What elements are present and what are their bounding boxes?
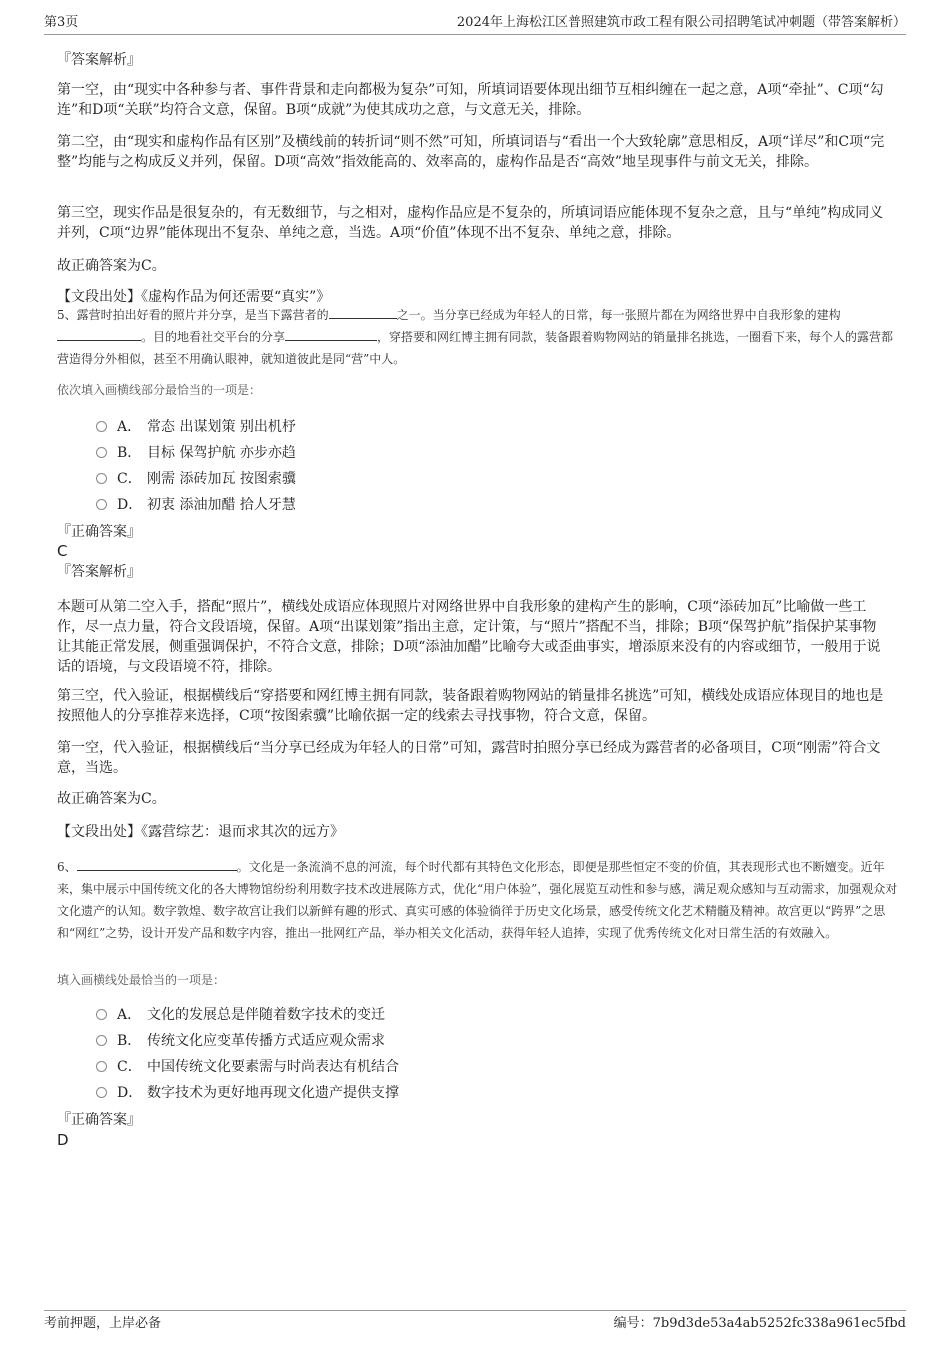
q6-answer: D [57,1131,69,1149]
q5-blank-3 [285,328,377,341]
q6-prompt: 填入画横线处最恰当的一项是： [57,973,226,987]
q4-analysis-paragraph-1: 第一空，由“现实中各种参与者、事件背景和走向都极为复杂”可知，所填词语要体现出细节互相纠缠在一起之意，A项“牵扯”、C项“勾连”和D项“关联”均符合文意，保留。B项“成就”为使其成功之意，与文意无关，排除。 [57,82,884,118]
page-header [44,14,906,35]
q4-analysis-conclusion: 故正确答案为C。 [57,258,166,274]
q5-blank-2 [57,328,141,341]
radio-icon[interactable] [96,1087,107,1098]
q5-option-d[interactable]: D． 初衷 添油加醋 拾人牙慧 [96,492,696,518]
q4-analysis-paragraph-2: 第二空，由“现实和虚构作品有区别”及横线前的转折词“则不然”可知，所填词语与“看出一个大致轮廓”意思相反，A项“详尽”和C项“完整”均能与之构成反义并列，保留。D项“高效”指效能高的、效率高的，虚构作品是否“高效”地呈现事件与前文无关，排除。 [57,134,885,170]
radio-icon[interactable] [96,447,107,458]
q6-number: 6、 [57,860,77,874]
q5-answer-title: 『正确答案』 [57,524,141,540]
q4-analysis-paragraph-3: 第三空，现实作品是很复杂的，有无数细节，与之相对，虚构作品应是不复杂的，所填词语应能体现不复杂之意，且与“单纯”构成同义并列，C项“边界”能体现出不复杂、单纯之意，当选。A项“价值”体现不出不复杂、单纯之意，排除。 [57,205,884,241]
q6-option-b[interactable]: B． 传统文化应变革传播方式适应观众需求 [96,1028,696,1054]
q5-number: 5、 [57,308,77,322]
q5-question-text: 5、露营时拍出好看的照片并分享，是当下露营者的 之一。当分享已经成为年轻人的日常，每一张照片都在为网络世界中自我形象的建构。目的地看社交平台的分享 ，穿搭要和网红博主拥有同款，装备跟着购物网站的销量排名挑选，一圈看下来，每个人的露营都营造得分外相似，甚至不用确认眼神，就知道彼此是同“营”中人。 [57,308,894,366]
q6-answer-title: 『正确答案』 [57,1112,141,1128]
radio-icon[interactable] [96,473,107,484]
footer-slogan: 考前押题，上岸必备 [44,1316,162,1331]
radio-icon[interactable] [96,1009,107,1020]
radio-icon[interactable] [96,421,107,432]
radio-icon[interactable] [96,1061,107,1072]
q5-blank-1 [329,306,397,319]
q4-analysis-title: 『答案解析』 [57,52,141,68]
q6-options [96,1002,696,1106]
q6-blank [77,858,237,871]
q5-analysis-conclusion: 故正确答案为C。 [57,791,166,807]
q5-option-c[interactable]: C． 刚需 添砖加瓦 按图索骥 [96,466,696,492]
q5-prompt: 依次填入画横线部分最恰当的一项是： [57,383,262,397]
q5-analysis-paragraph-1: 本题可从第二空入手，搭配“照片”，横线处成语应体现照片对网络世界中自我形象的建构产生的影响，C项“添砖加瓦”比喻做一些工作，尽一点力量，符合文段语境，保留。A项“出谋划策”指出主意，定计策，与“照片”搭配不当，排除；B项“保驾护航”指保护某事物让其能正常发展，侧重强调保护，不符合文意，排除；D项“添油加醋”比喻夸大或歪曲事实，增添原来没有的内容或细节，一般用于说话的语境，与文段语境不符，排除。 [57,599,881,675]
q5-analysis-title: 『答案解析』 [57,564,141,580]
q6-option-d[interactable]: D． 数字技术为更好地再现文化遗产提供支撑 [96,1080,696,1106]
page-number: 第3页 [44,15,79,30]
q5-analysis-paragraph-2: 第三空，代入验证，根据横线后“穿搭要和网红博主拥有同款，装备跟着购物网站的销量排名挑选”可知，横线处成语应体现目的地也是按照他人的分享推荐来选择，C项“按图索骥”比喻依据一定的线索去寻找事物，符合文意，保留。 [57,688,884,724]
q5-answer: C [57,542,68,560]
q4-source: 【文段出处】《虚构作品为何还需要“真实”》 [57,289,331,305]
q5-option-b[interactable]: B． 目标 保驾护航 亦步亦趋 [96,440,696,466]
q5-source: 【文段出处】《露营综艺：退而求其次的远方》 [57,824,344,840]
q6-option-a[interactable]: A． 文化的发展总是伴随着数字技术的变迁 [96,1002,696,1028]
q5-option-a[interactable]: A． 常态 出谋划策 别出机杼 [96,414,696,440]
document-title: 2024年上海松江区普照建筑市政工程有限公司招聘笔试冲刺题（带答案解析） [456,15,906,30]
page-footer [44,1310,906,1335]
document-id: 编号：7b9d3de53a4ab5252fc338a961ec5fbd [613,1316,906,1331]
q6-question-text: 6、 。文化是一条流淌不息的河流，每个时代都有其特色文化形态，即便是那些恒定不变的价值，其表现形式也不断嬗变。近年来，集中展示中国传统文化的各大博物馆纷纷利用数字技术改进展陈方式，优化“用户体验”，强化展览互动性和参与感，满足观众感知与互动需求，加强观众对文化遗产的认知。数字敦煌、数字故宫让我们以新鲜有趣的形式、真实可感的体验徜徉于历史文化场景，感受传统文化艺术精髓及精神。故宫更以“跨界”之思和“网红”之势，设计开发产品和数字内容，推出一批网红产品，举办相关文化活动，获得年轻人追捧，实现了优秀传统文化对日常生活的有效融入。 [57,860,898,940]
q6-option-c[interactable]: C． 中国传统文化要素需与时尚表达有机结合 [96,1054,696,1080]
radio-icon[interactable] [96,1035,107,1046]
radio-icon[interactable] [96,499,107,510]
q5-options [96,414,696,518]
q5-analysis-paragraph-3: 第一空，代入验证，根据横线后“当分享已经成为年轻人的日常”可知，露营时拍照分享已经成为露营者的必备项目，C项“刚需”符合文意，当选。 [57,740,881,776]
